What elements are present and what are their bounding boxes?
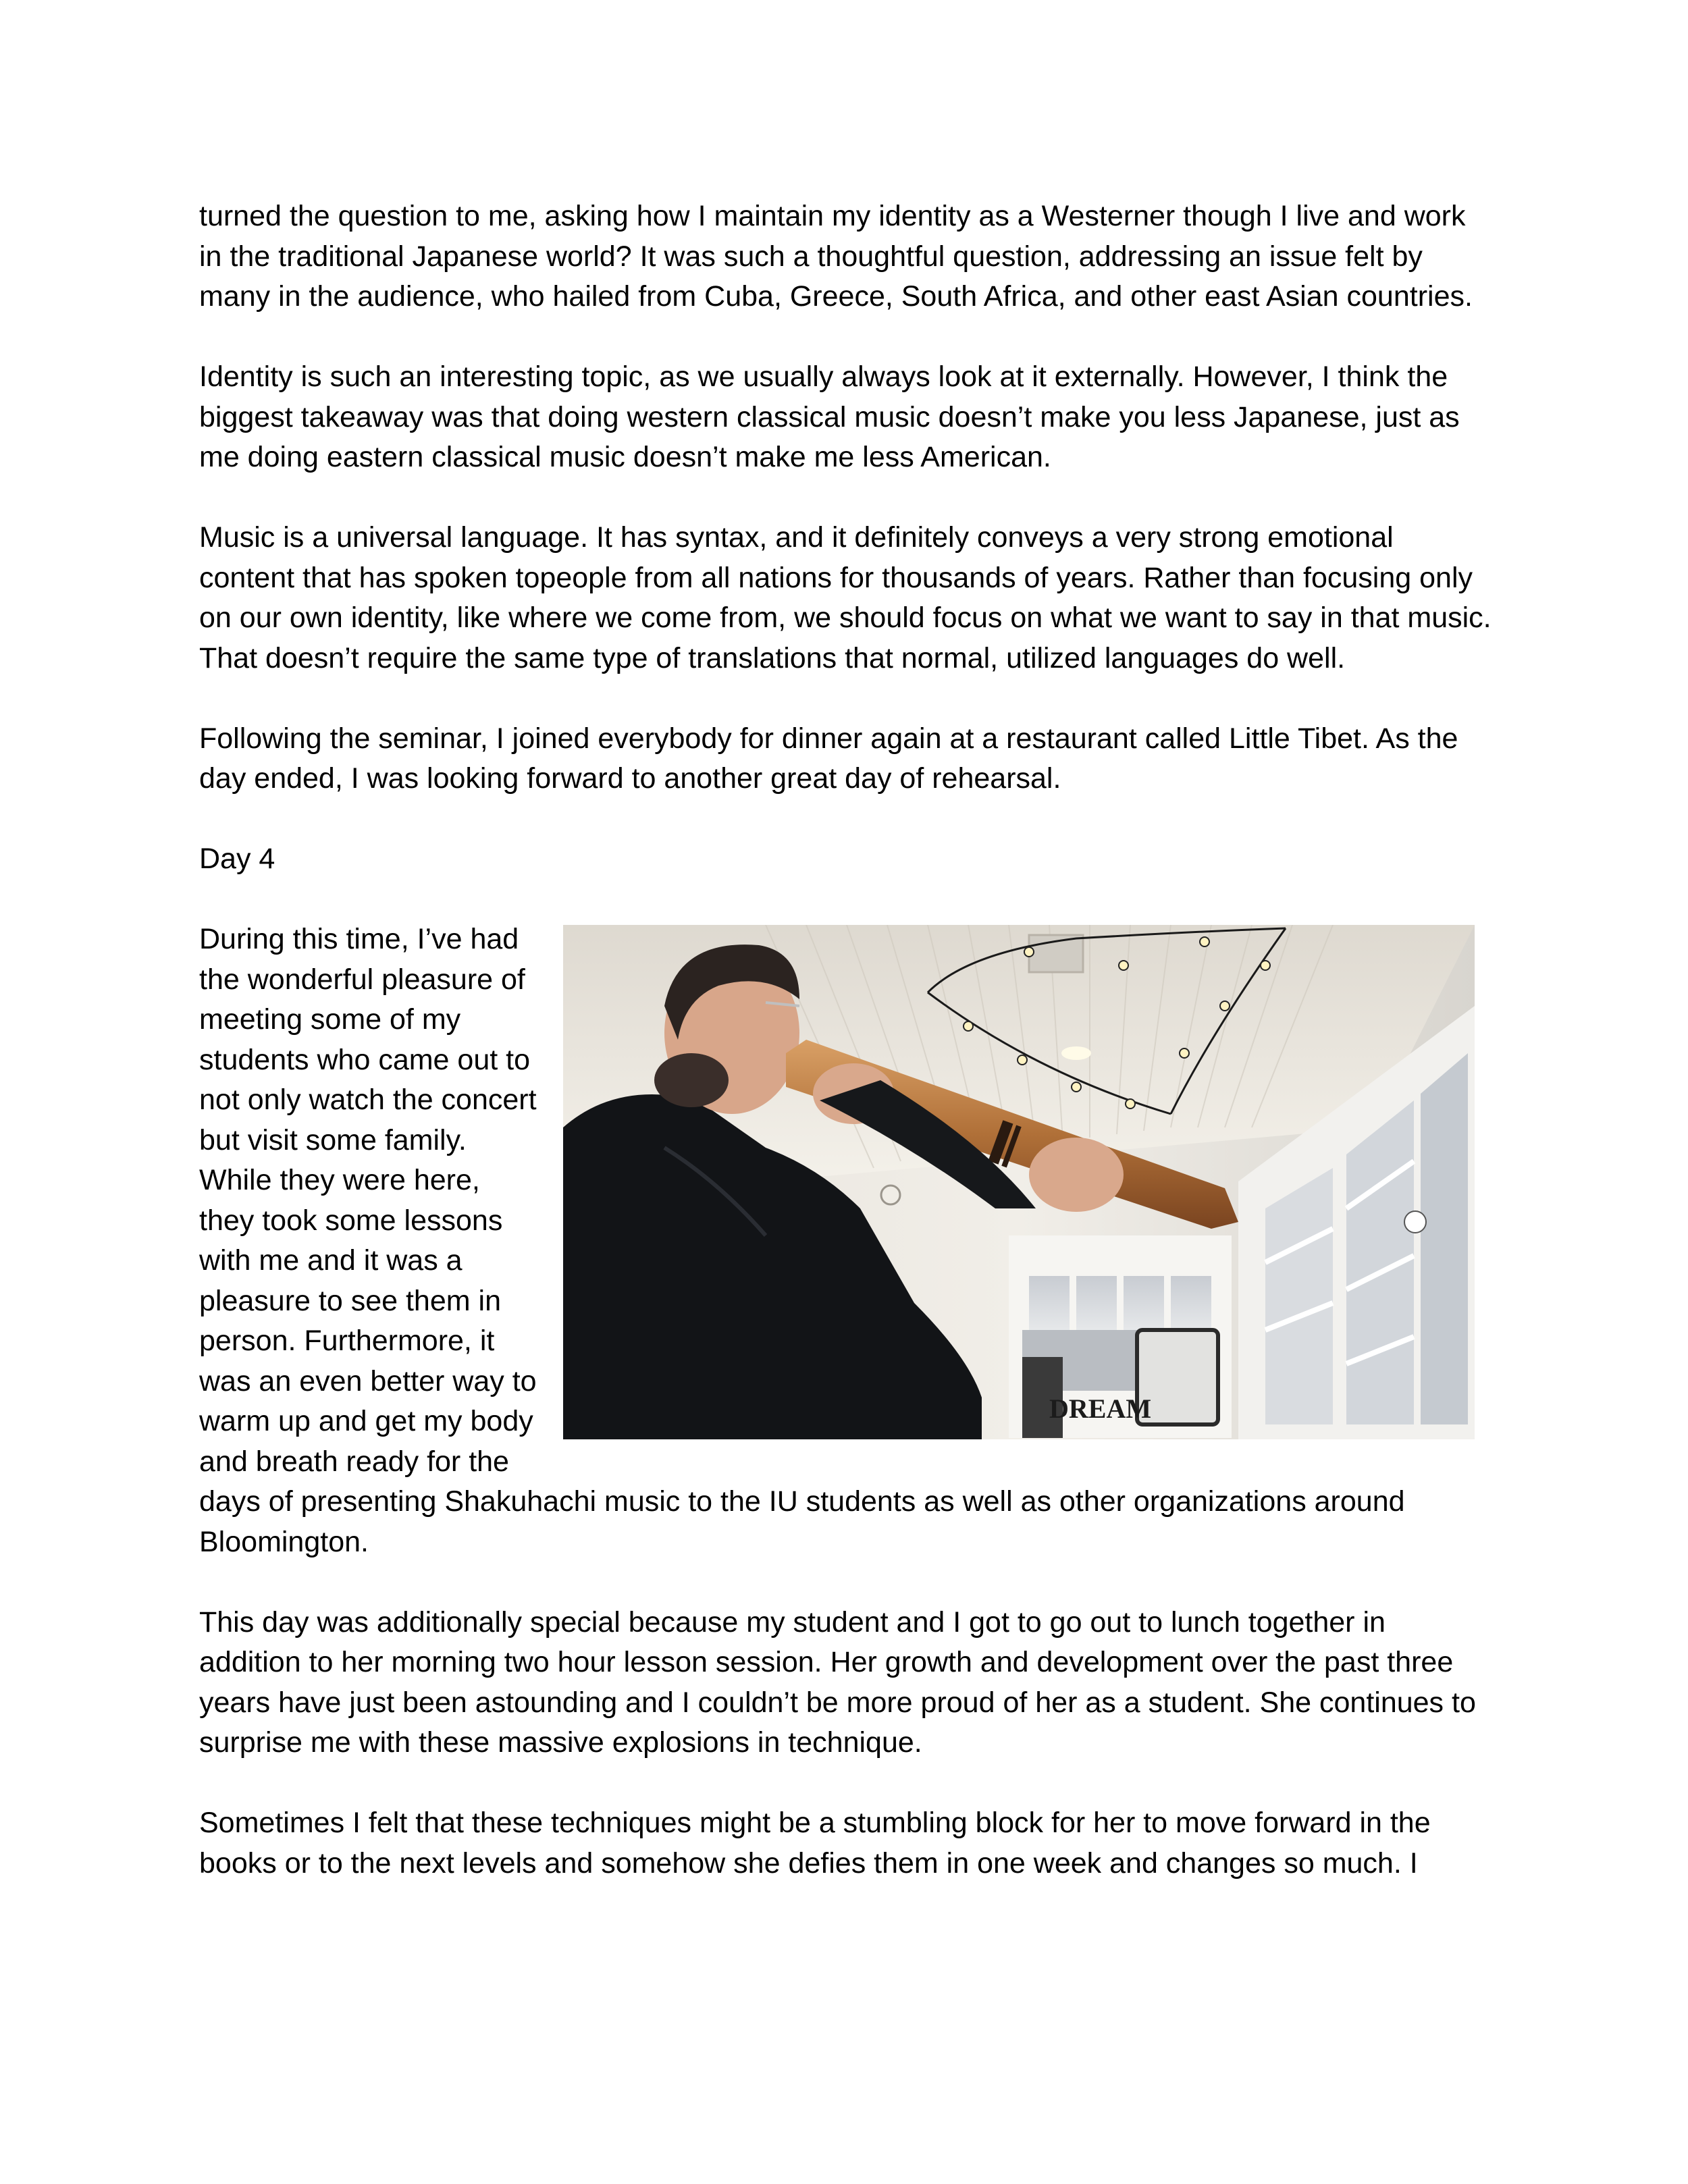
shakuhachi-photo [563, 925, 1475, 1439]
dream-sign-text: DREAM [1049, 1393, 1152, 1424]
paragraph-identity-question: turned the question to me, asking how I maintain my identity as a Westerner though I live and work in the traditional Japanese world? It was such a thoughtful question, addressing an issue felt by many in the audience, who hailed from Cuba, Greece, South Africa, and other east Asian countries. [199, 200, 1473, 313]
day-heading: Day 4 [199, 843, 275, 875]
paragraph-dinner: Following the seminar, I joined everybody for dinner again at a restaurant called Little Tibet. As the day ended, I was looking forward to another great day of rehearsal. [199, 722, 1458, 795]
document-page [199, 196, 1492, 1924]
paragraph-lunch: This day was additionally special because my student and I got to go out to lunch together in addition to her morning two hour lesson session. Her growth and development over the past three years have just been astounding and I couldn’t be more proud of her as a student. She continues to surprise me with these massive explosions in technique. [199, 1605, 1476, 1759]
paragraph-identity-topic: Identity is such an interesting topic, as we usually always look at it externally. However, I think the biggest takeaway was that doing western classical music doesn’t make you less Japanese, just as me doing eastern classical music doesn’t make me less American. [199, 361, 1460, 473]
paragraph-music-language: Music is a universal language. It has syntax, and it definitely conveys a very strong emotional content that has spoken topeople from all nations for thousands of years. Rather than focusing only on our own identity, like where we come from, we should focus on what we want to say in that music. That doesn’t require the same type of translations that normal, utilized languages do well. [199, 521, 1492, 674]
paragraph-techniques: Sometimes I felt that these techniques might be a stumbling block for her to move forward in the books or to the next levels and somehow she defies them in one week and changes so much. I [199, 1807, 1431, 1880]
day4-section [199, 920, 1492, 1562]
paragraph-students-visit: During this time, I’ve had the wonderful pleasure of meeting some of my students who came out to not only watch the concert but visit some family. While they were here, they took some lessons with me and it was a pleasure to see them in person. Furthermore, it was an even better way to warm up and get my body and breath ready for the days of presenting Shakuhachi music to the IU students as well as other organizations around Bloomington. [199, 923, 1405, 1558]
photo-illustration [563, 925, 1475, 1439]
